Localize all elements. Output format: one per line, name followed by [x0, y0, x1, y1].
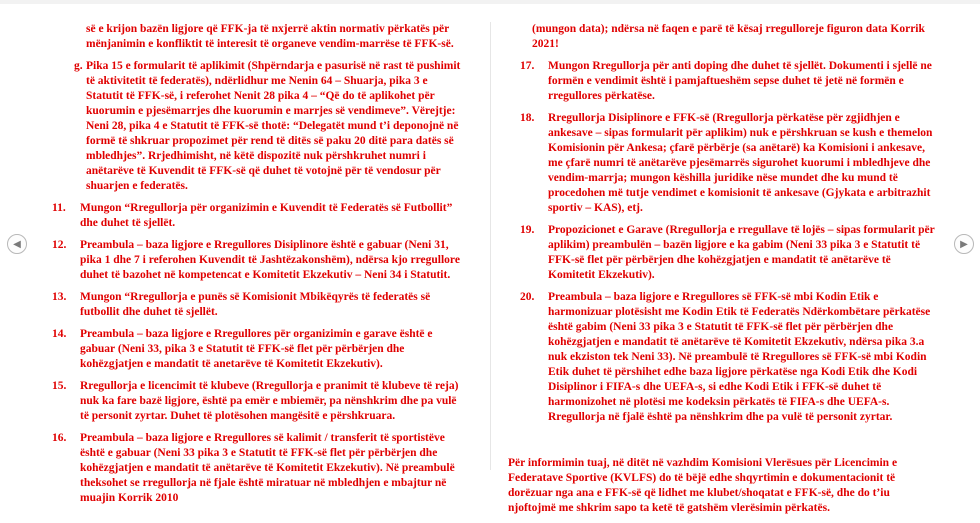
list-item-text: Preambula – baza ligjore e Rregullores së FFK-së mbi Kodin Etik e harmonizuar plotësisht me Kodin Etik të Federatës Ndërkombëtare përkatëse është gabim (Neni 33 pika 3 e Statutit të FFK-së flet për përbërjen dhe kohëzgjatjen e mandatit të anëtarëve të Komitetit Ekzekutiv, ndërsa pika 3.a nuk ekziston tek Neni 33). Në preambulë të Rregullores së FFK-së mbi Kodin Etik duhet të përshihet edhe baza ligjore përkatëse nga Kodi Etik dhe Kodi Disiplinor i FIFA-s dhe UEFA-s, si edhe Kodi Etik i FFK-së duhet të harmonizohet në plotësi me kodeksin përkatës të FIFA-s dhe UEFA-s. Rregullorja në fjalë është pa nënshkrim dhe pa vulë të personit zyrtar. — [548, 291, 931, 423]
list-item-text: Rregullorja e licencimit të klubeve (Rregullorja e pranimit të klubeve të reja) nuk ka fare bazë ligjore, është pa emër e mbiemër, pa nënshkrim dhe pa vulë të personit zyrtar. Duhet të plotësohen mangësitë e përshkruara. — [80, 380, 459, 422]
page-divider — [490, 22, 491, 470]
list-item — [52, 201, 462, 238]
list-item-number: 19. — [520, 224, 535, 236]
sub-item-g — [74, 59, 462, 201]
list-item — [508, 111, 938, 223]
list-item-number: 14. — [52, 328, 67, 340]
list-item-number: 17. — [520, 60, 535, 72]
chevron-left-icon: ◀ — [13, 238, 21, 250]
list-item — [508, 59, 938, 111]
list-item — [52, 238, 462, 290]
list-item — [508, 290, 938, 432]
list-item-number: 13. — [52, 291, 67, 303]
list-item-text: Mungon “Rregullorja për organizimin e Kuvendit të Federatës së Futbollit” dhe duhet të sjellët. — [80, 202, 453, 229]
list-item-number: 15. — [52, 380, 67, 392]
list-item-number: 18. — [520, 112, 535, 124]
page-right-column — [508, 22, 938, 523]
continued-paragraph: së e krijon bazën ligjore që FFK-ja të nxjerrë aktin normativ përkatës për mënjanimin e konfliktit të interesit të organeve vendim-marrëse të FFK-së. — [86, 23, 454, 50]
list-item — [52, 290, 462, 327]
list-item-number: 20. — [520, 291, 535, 303]
list-item-text: Preambula – baza ligjore e Rregullores për organizimin e garave është e gabuar (Neni 33, pika 3 e Statutit të FFK-së flet për përbërjen dhe kohëzgjatjen e mandatit të anetarëve të Komitetit Ekzekutiv). — [80, 328, 433, 370]
viewer-top-bar — [0, 0, 980, 4]
list-item-text: Mungon “Rregullorja e punës së Komisionit Mbikëqyrës të federatës së futbollit dhe duhet të sjellët. — [80, 291, 431, 318]
chevron-right-icon: ▶ — [960, 238, 968, 250]
list-item-text: Rregullorja Disiplinore e FFK-së (Rregullorja përkatëse për zgjidhjen e ankesave – sipas formularit për aplikim) nuk e përshkruan se kush e themelon Komisionin për Ankesa; çfarë përbërje (sa anëtarë) ka Komisioni i ankesave, me çfarë numri të anëtarëve pjesëmarrës sigurohet kuorumi i mbledhjeve dhe vendim-marrja; mungon këshilla juridike nëse mundet dhe ku mund të procedohen më tutje vendimet e komisionit të ankesave (Gjykata e arbitrazhit sportiv – KAS), etj. — [548, 112, 933, 214]
sub-item-text: Pika 15 e formularit të aplikimit (Shpërndarja e pasurisë në rast të pushimit të aktivitetit të federatës), ndërlidhur me Nenin 64 – Shuarja, pika 3 e Statutit të FFK-së, i referohet Nenit 28 pika 4 – “Që do të aplikohet për kuorumin e pjesëmarrjes dhe kuorumin e marrjes së vendimeve”. Vërejtje: Neni 28, pika 4 e Statutit të FFK-së thotë: “Delegatët mund t’i deponojnë në formë të shkruar propozimet për rend të ditës së paku 20 ditë para datës së mbledhjes”. Rrjedhimisht, në këtë dispozitë nuk përshkruhet numri i anëtarëve të Kuvendit të FFK-së që duhet të votojnë për të vendosur për shuarjen e federatës. — [86, 60, 461, 192]
sub-item-marker: g. — [74, 60, 83, 72]
list-item-text: Preambula – baza ligjore e Rregullores së kalimit / transferit të sportistëve është e gabuar (Neni 33 pika 3 e Statutit të FFK-së flet për përbërjen dhe kohëzgjatjen e mandatit të anëtarëve të Komitetit Ekzekutiv). Në preambulë theksohet se rregullorja në fjale është miratuar në mbledhjen e mbajtur në muajin Korrik 2010 — [80, 432, 455, 504]
list-item-number: 12. — [52, 239, 67, 251]
list-item — [508, 223, 938, 290]
list-item-number: 11. — [52, 202, 66, 214]
page-left-column — [52, 22, 462, 513]
list-item-text: Propozicionet e Garave (Rregullorja e rregullave të lojës – sipas formularit për aplikim) preambulën – bazën ligjore e ka gabim (Neni 33 pika 3 e Statutit të FFK-së flet për përbërjen dhe kohëzgjatjen e mandatit të anëtarëve të Komitetit Ekzekutiv). — [548, 224, 935, 281]
list-item-number: 16. — [52, 432, 67, 444]
next-page-button[interactable] — [954, 234, 974, 254]
list-item — [52, 379, 462, 431]
list-item-text: Preambula – baza ligjore e Rregullores Disiplinore është e gabuar (Neni 31, pika 1 dhe 7 i referohen Kuvendit të Jashtëzakonshëm), ndërsa kjo rregullore duhet të bazohet në kompetencat e Komitetit Ekzekutiv – Neni 34 i Statutit. — [80, 239, 460, 281]
list-item — [52, 431, 462, 513]
closing-paragraph: Për informimin tuaj, në ditët në vazhdim Komisioni Vlerësues për Licencimin e Federatave Sportive (KVLFS) do të bëjë edhe shqyrtimin e dokumentacionit të dorëzuar nga ana e FFK-së që lidhet me klubet/shoqatat e FFK-së, dhe do t’iu njoftojmë me shkrim sapo ta ketë të gatshëm vlerësimin përkatës. — [508, 457, 898, 514]
list-item-text: Mungon Rregullorja për anti doping dhe duhet të sjellët. Dokumenti i sjellë ne formën e vendimit është i pamjaftueshëm sepse duhet të jetë në formën e rregullores përkatëse. — [548, 60, 932, 102]
continued-paragraph: (mungon data); ndërsa në faqen e parë të kësaj rregulloreje figuron data Korrik 2021! — [532, 23, 925, 50]
list-item — [52, 327, 462, 379]
previous-page-button[interactable] — [7, 234, 27, 254]
